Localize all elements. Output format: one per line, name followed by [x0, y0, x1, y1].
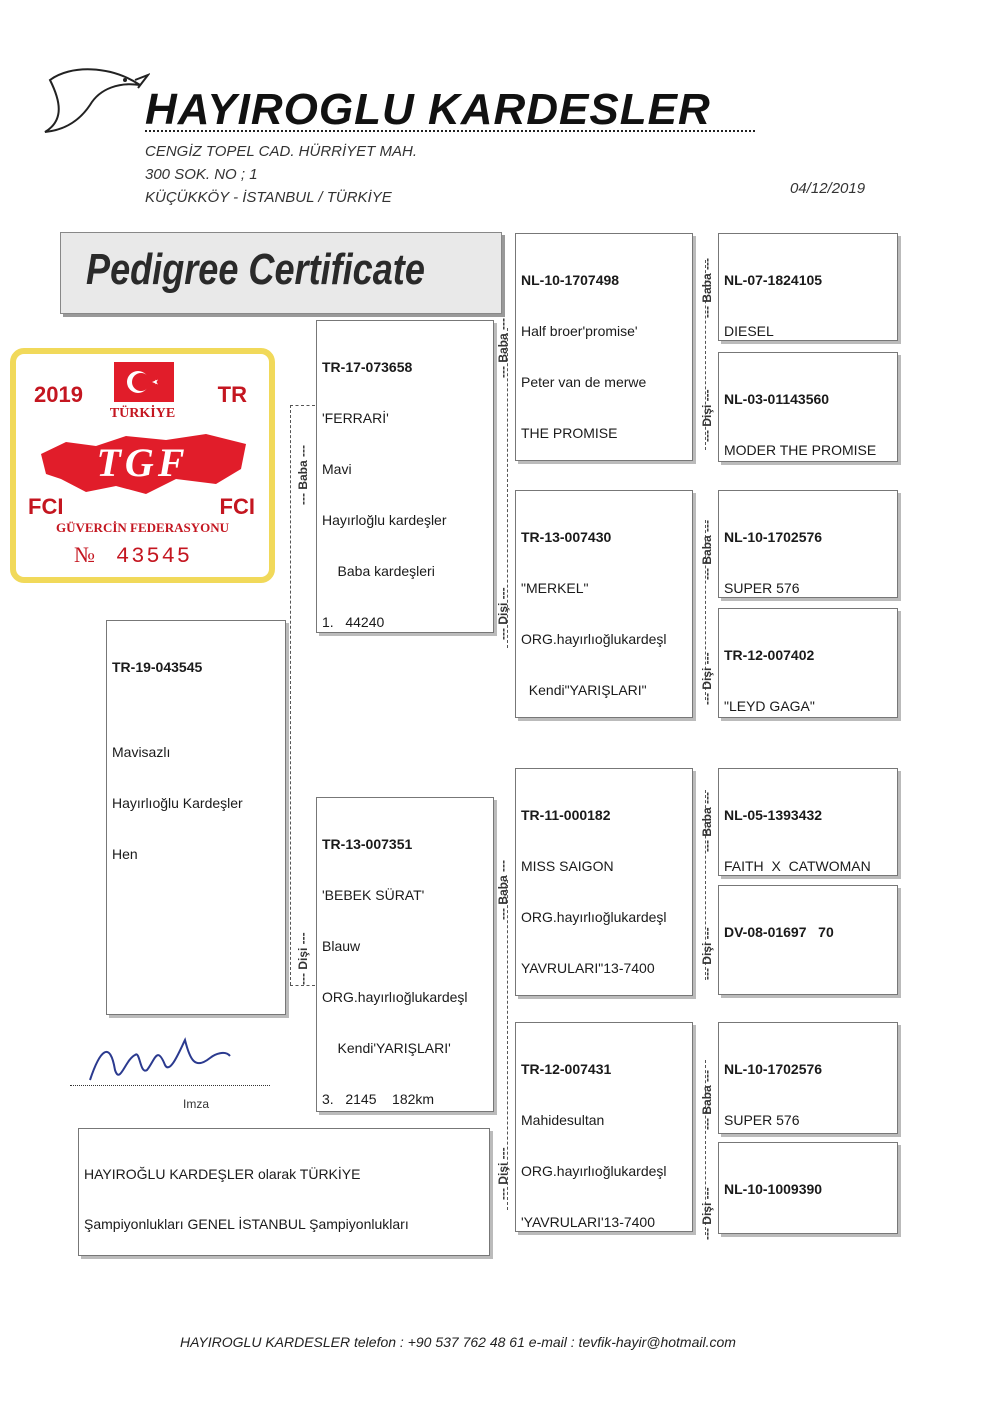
text-line: MISS SAIGON	[521, 858, 614, 874]
stamp-org: TGF	[96, 440, 189, 485]
ring-number: TR-19-043545	[112, 659, 203, 675]
stamp-number-sign: №	[74, 542, 95, 567]
address-line-2: 300 SOK. NO ; 1	[145, 166, 258, 183]
ggp-7-card	[718, 1022, 898, 1134]
text-line: Baba kardeşleri	[322, 563, 435, 579]
text-line: Blauw	[322, 938, 361, 954]
turkish-flag-icon	[114, 362, 174, 402]
text-line: YAVRULARI"13-7400	[521, 960, 655, 976]
ring-number: TR-12-007402	[724, 647, 815, 663]
text-line: Hen	[112, 846, 138, 862]
ring-number: NL-10-1009390	[724, 1181, 823, 1197]
ring-number: TR-13-007351	[322, 836, 413, 852]
text-line: Mavisazlı	[112, 744, 171, 760]
ggp-8-card	[718, 1142, 898, 1234]
text-line: Peter van de merwe	[521, 374, 647, 390]
ggp-2-card	[718, 352, 898, 462]
text-line: Kendi'YARIŞLARI'	[322, 1040, 451, 1056]
stamp-country-code: TR	[217, 382, 247, 407]
ring-number: NL-10-1702576	[724, 529, 823, 545]
text-line: "MERKEL"	[521, 580, 589, 596]
side-label-baba: --- Baba ---	[700, 792, 714, 852]
banner-title: Pedigree Certificate	[86, 245, 425, 294]
side-label-baba: --- Baba ---	[296, 445, 310, 505]
ggp-3-card	[718, 490, 898, 598]
stamp-country: TÜRKİYE	[109, 406, 176, 421]
granddam-1-card	[515, 490, 693, 718]
pedigree-banner	[60, 232, 502, 314]
connector	[290, 405, 315, 406]
stamp-federation: GÜVERCİN FEDERASYONU	[56, 520, 229, 535]
sire-card	[316, 320, 494, 633]
text-line: "LEYD GAGA"	[724, 698, 815, 714]
ggp-5-card	[718, 768, 898, 876]
side-label-disi: --- Dişi ---	[496, 1147, 510, 1200]
side-label-disi: --- Dişi ---	[700, 652, 714, 705]
logo-bird-icon	[40, 60, 150, 140]
stamp-year: 2019	[34, 382, 83, 407]
text-line	[724, 1232, 892, 1234]
grandsire-1-card	[515, 233, 693, 461]
signature-line	[70, 1085, 270, 1086]
side-label-baba: --- Baba ---	[496, 860, 510, 920]
connector	[290, 405, 291, 985]
side-label-disi: --- Dişi ---	[700, 927, 714, 980]
side-label-disi: --- Dişi ---	[700, 389, 714, 442]
text-line: Mavi	[322, 461, 352, 477]
granddam-2-card	[515, 1022, 693, 1232]
breeder-note	[78, 1128, 490, 1256]
subject-card	[106, 620, 286, 1015]
stamp-fci-right: FCI	[219, 494, 255, 519]
side-label-baba: --- Baba ---	[700, 1070, 714, 1130]
ring-number: NL-10-1707498	[521, 272, 620, 288]
ring-number: DV-08-01697 70	[724, 924, 834, 940]
text-line: SUPER 576	[724, 580, 800, 596]
address-line-1: CENGİZ TOPEL CAD. HÜRRİYET MAH.	[145, 143, 417, 160]
ring-number: TR-11-000182	[521, 807, 611, 823]
text-line: DIESEL	[724, 323, 774, 339]
ring-number: NL-03-01143560	[724, 391, 830, 407]
text-line: HAYIROĞLU KARDEŞLER olarak TÜRKİYE	[84, 1166, 361, 1182]
dam-card	[316, 797, 494, 1112]
grandsire-2-card	[515, 768, 693, 996]
ring-number: TR-12-007431	[521, 1061, 612, 1077]
connector	[290, 985, 315, 986]
text-line: 'FERRARİ'	[322, 410, 389, 426]
ring-number: TR-13-007430	[521, 529, 612, 545]
tgf-ring-stamp	[10, 348, 275, 583]
text-line: 'BEBEK SÜRAT'	[322, 887, 425, 903]
ring-number: NL-10-1702576	[724, 1061, 823, 1077]
side-label-disi: --- Dişi ---	[700, 1187, 714, 1240]
text-line: MODER THE PROMISE	[724, 442, 877, 458]
text-line: Kendi"YARIŞLARI"	[521, 682, 647, 698]
text-line: ORG.hayırlıoğlukardeşl	[322, 989, 468, 1005]
side-label-baba: --- Baba ---	[700, 258, 714, 318]
header-divider	[145, 130, 755, 132]
text-line: ORG.hayırlıoğlukardeşl	[521, 909, 667, 925]
text-line: ORG.hayırlıoğlukardeşl	[521, 631, 667, 647]
stamp-fci-left: FCI	[28, 494, 64, 519]
text-line: 1. 44240	[322, 614, 385, 630]
address-line-3: KÜÇÜKKÖY - İSTANBUL / TÜRKİYE	[145, 189, 392, 206]
side-label-baba: --- Baba ---	[496, 318, 510, 378]
ggp-4-card	[718, 608, 898, 718]
text-line: Hayırlıoğlu Kardeşler	[112, 795, 243, 811]
text-line: FAITH X CATWOMAN	[724, 858, 871, 874]
signature-label: Imza	[183, 1097, 210, 1111]
ring-number: NL-07-1824105	[724, 272, 823, 288]
text-line: Şampiyonlukları GENEL İSTANBUL Şampiyonlukları	[84, 1215, 409, 1232]
issue-date: 04/12/2019	[790, 180, 866, 197]
stamp-number: 43545	[116, 544, 193, 569]
text-line: 3. 2145 182km	[322, 1091, 435, 1107]
company-title: HAYIROGLU KARDESLER	[145, 85, 711, 134]
side-label-disi: --- Dişi ---	[496, 587, 510, 640]
side-label-baba: --- Baba ---	[700, 520, 714, 580]
ring-number: NL-05-1393432	[724, 807, 823, 823]
side-label-disi: --- Dişi ---	[296, 932, 310, 985]
text-line: 'YAVRULARI'13-7400	[521, 1214, 656, 1230]
text-line: Half broer'promise'	[521, 323, 638, 339]
ggp-1-card	[718, 233, 898, 341]
text-line: THE PROMISE	[521, 425, 618, 441]
text-line: SUPER 576	[724, 1112, 800, 1128]
text-line: Mahidesultan	[521, 1112, 605, 1128]
footer-contact: HAYIROGLU KARDESLER telefon : +90 537 762 48 61 e-mail : tevfik-hayir@hotmail.com	[180, 1334, 736, 1350]
ring-number: TR-17-073658	[322, 359, 413, 375]
ggp-6-card	[718, 885, 898, 995]
text-line: ORG.hayırlıoğlukardeşl	[521, 1163, 667, 1179]
text-line: Hayırloğlu kardeşler	[322, 512, 447, 528]
